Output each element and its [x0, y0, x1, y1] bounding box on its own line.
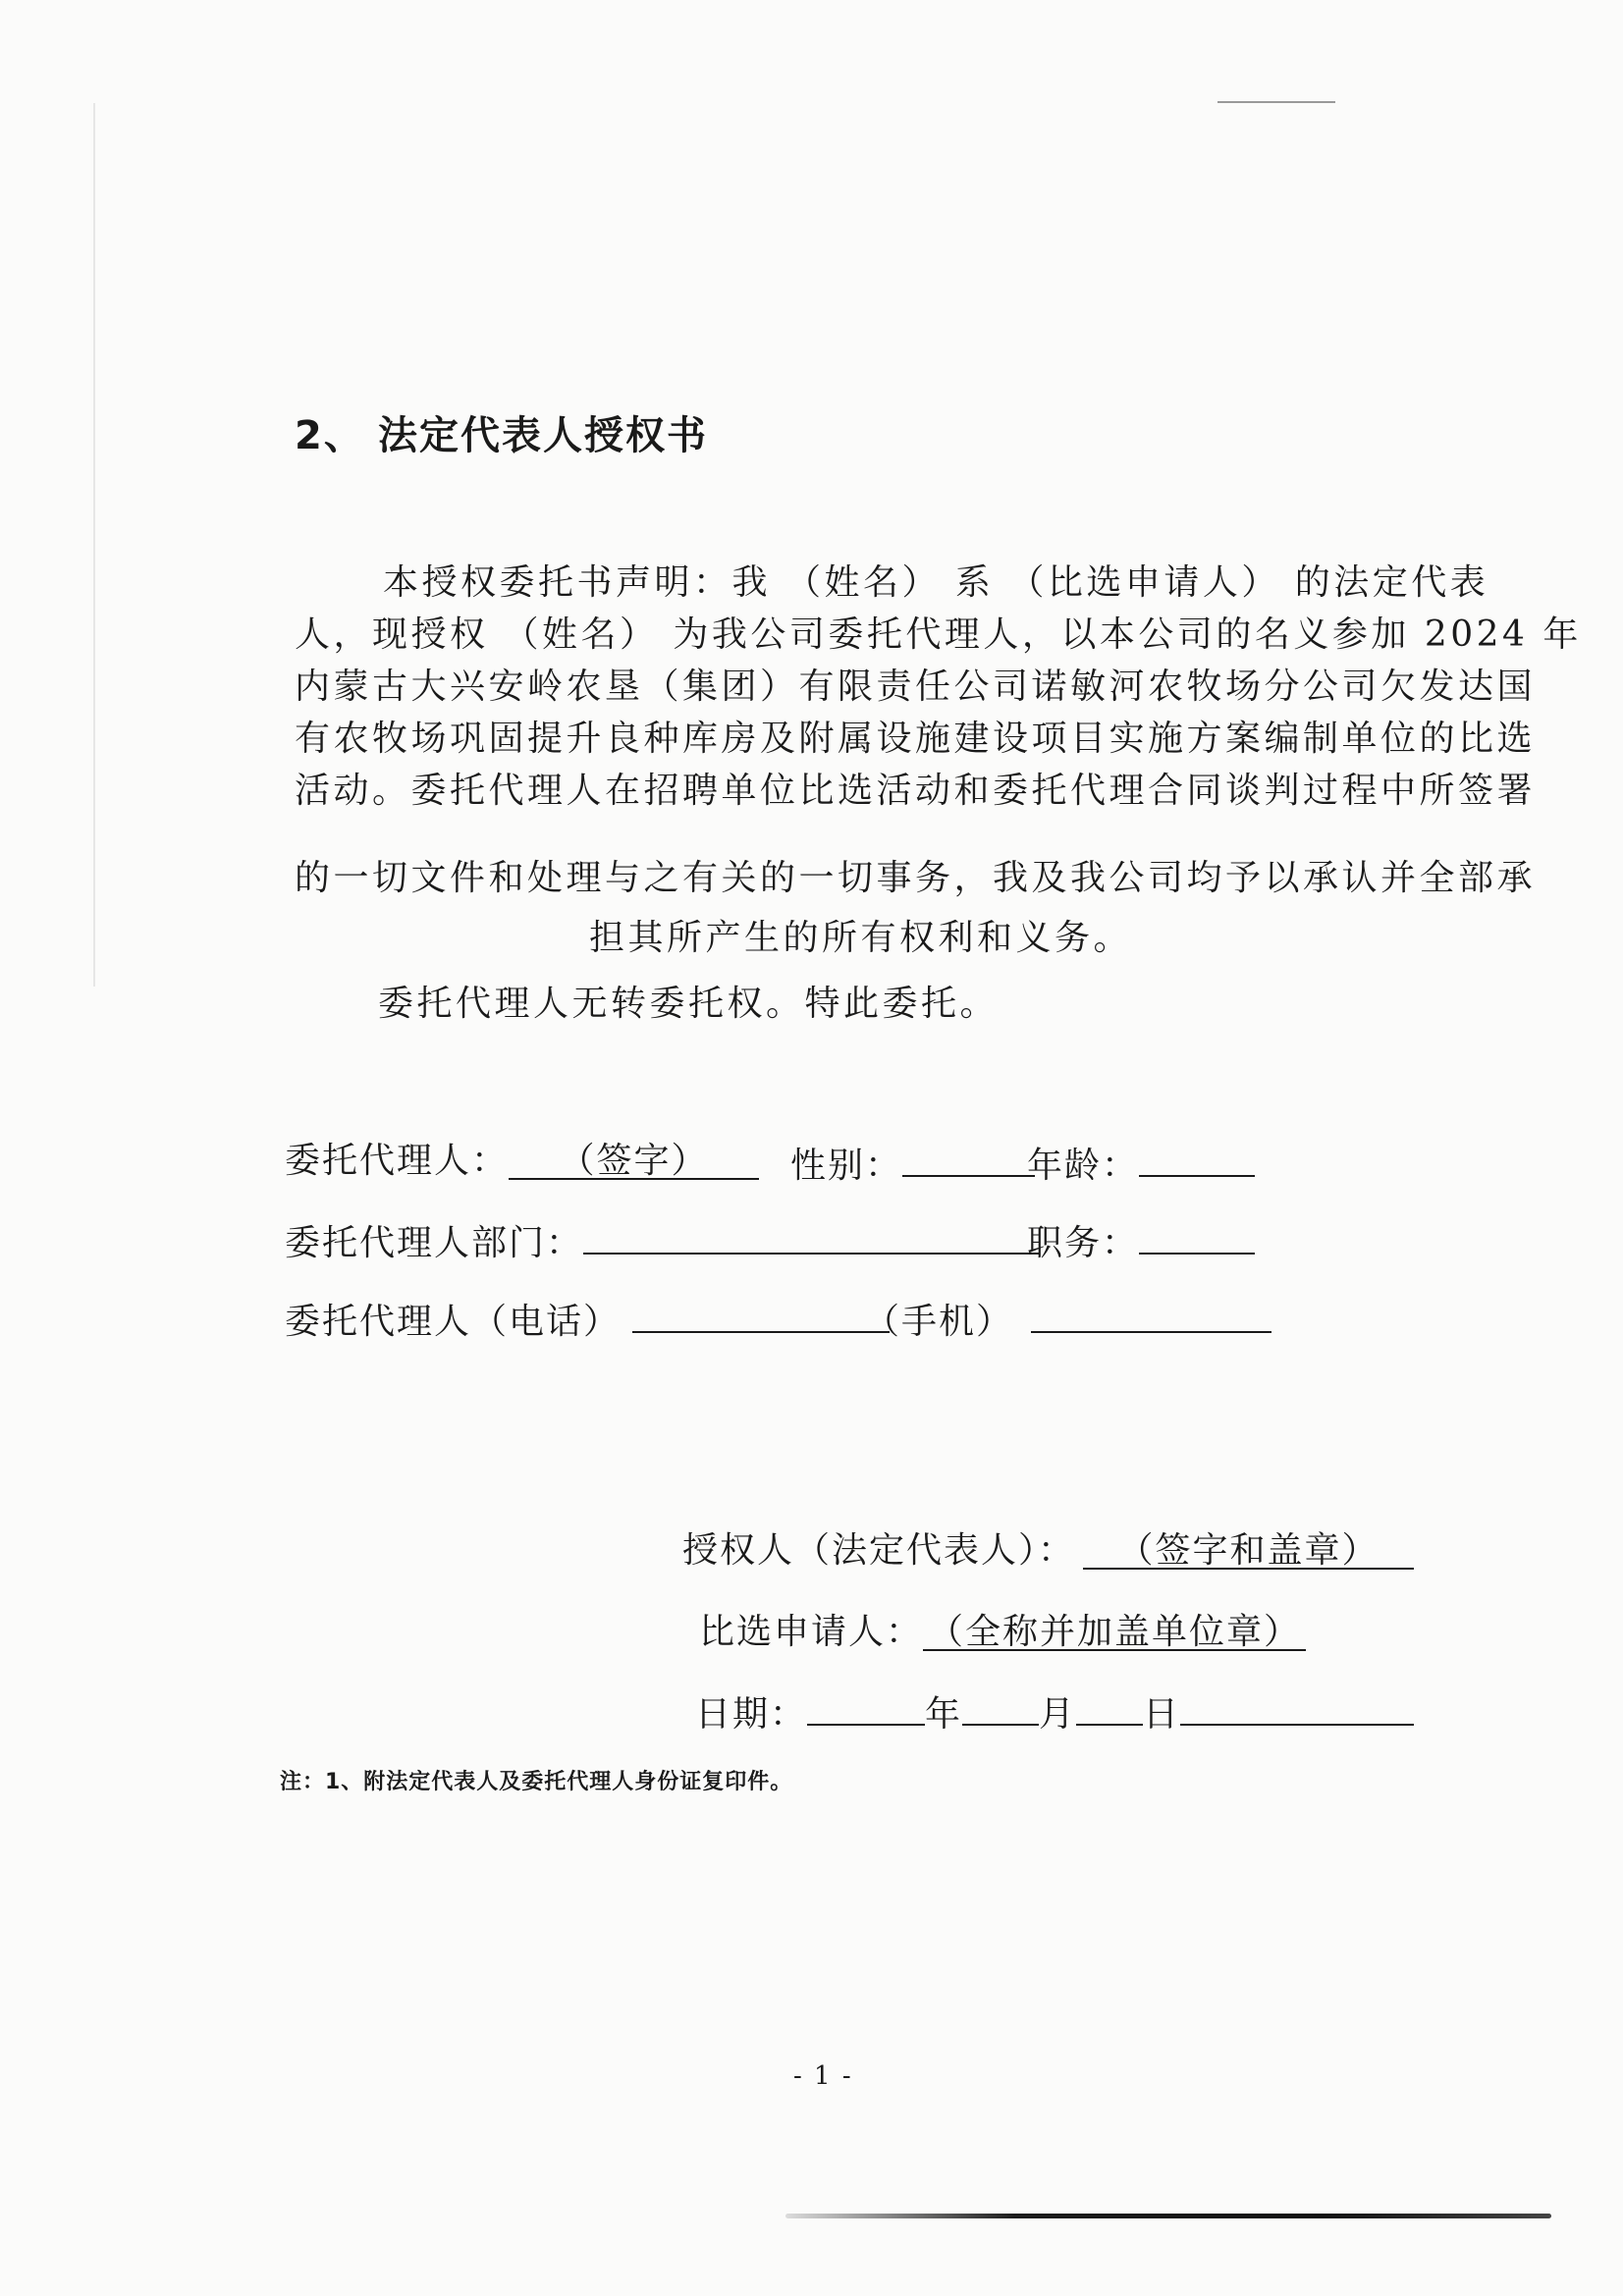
mobile-field[interactable]	[1031, 1298, 1271, 1333]
page-number: - 1 -	[793, 2061, 853, 2091]
paragraph-line-1: 本授权委托书声明：我 （姓名） 系 （比选申请人） 的法定代表	[383, 562, 1489, 603]
mobile-row	[864, 1298, 1271, 1342]
date-day-label: 日	[1143, 1694, 1181, 1735]
department-row	[285, 1219, 1040, 1263]
date-year-label: 年	[925, 1694, 963, 1735]
date-label: 日期：	[695, 1694, 808, 1735]
scan-mark-bottom	[785, 2214, 1551, 2218]
section-number: 2、	[295, 413, 365, 458]
authorizer-hint: （签字和盖章）	[1117, 1530, 1380, 1571]
department-field[interactable]	[583, 1219, 1040, 1255]
applicant-field[interactable]	[923, 1612, 1306, 1652]
age-field[interactable]	[1139, 1142, 1255, 1177]
age-row	[1027, 1142, 1255, 1186]
attachment-note: 注：1、附法定代表人及委托代理人身份证复印件。	[280, 1770, 793, 1794]
section-title: 法定代表人授权书	[378, 413, 708, 458]
agent-label: 委托代理人：	[285, 1141, 510, 1181]
phone-label: 委托代理人（电话）	[285, 1302, 622, 1342]
applicant-label: 比选申请人：	[699, 1612, 924, 1652]
applicant-hint: （全称并加盖单位章）	[928, 1612, 1302, 1652]
date-trailing-line	[1180, 1690, 1414, 1726]
department-label: 委托代理人部门：	[285, 1223, 584, 1263]
date-year-field[interactable]	[807, 1690, 925, 1726]
position-row	[1027, 1219, 1255, 1263]
paragraph-line-4: 有农牧场巩固提升良种库房及附属设施建设项目实施方案编制单位的比选	[295, 719, 1537, 759]
position-label: 职务：	[1027, 1223, 1140, 1263]
no-transfer-sentence: 委托代理人无转委托权。特此委托。	[378, 984, 1000, 1024]
position-field[interactable]	[1139, 1219, 1255, 1255]
date-month-field[interactable]	[962, 1690, 1039, 1726]
scan-mark-top	[1217, 101, 1335, 103]
phone-field[interactable]	[632, 1298, 890, 1333]
age-label: 年龄：	[1027, 1146, 1140, 1186]
gender-field[interactable]	[902, 1142, 1035, 1177]
date-day-field[interactable]	[1076, 1690, 1143, 1726]
phone-row	[285, 1298, 890, 1342]
scan-edge-line	[93, 103, 95, 987]
gender-row	[790, 1142, 1035, 1186]
mobile-label: （手机）	[864, 1302, 1014, 1342]
paragraph-line-2: 人，现授权 （姓名） 为我公司委托代理人，以本公司的名义参加 2024 年	[295, 614, 1582, 655]
agent-sign-hint: （签字）	[559, 1141, 709, 1181]
agent-row	[285, 1142, 759, 1181]
applicant-row	[699, 1613, 1306, 1652]
date-row	[695, 1690, 1414, 1735]
agent-signature-field[interactable]	[509, 1141, 759, 1181]
authorizer-row	[682, 1531, 1414, 1571]
authorizer-label: 授权人（法定代表人）：	[682, 1530, 1076, 1571]
paragraph-line-3: 内蒙古大兴安岭农垦（集团）有限责任公司诺敏河农牧场分公司欠发达国	[295, 667, 1537, 707]
authorizer-signature-field[interactable]	[1083, 1530, 1414, 1571]
gender-label: 性别：	[790, 1146, 903, 1186]
paragraph-line-5: 活动。委托代理人在招聘单位比选活动和委托代理合同谈判过程中所签署	[295, 771, 1537, 811]
date-month-label: 月	[1039, 1694, 1077, 1735]
paragraph-line-6: 的一切文件和处理与之有关的一切事务，我及我公司均予以承认并全部承	[295, 858, 1537, 898]
paragraph-line-7: 担其所产生的所有权利和义务。	[589, 918, 1133, 958]
